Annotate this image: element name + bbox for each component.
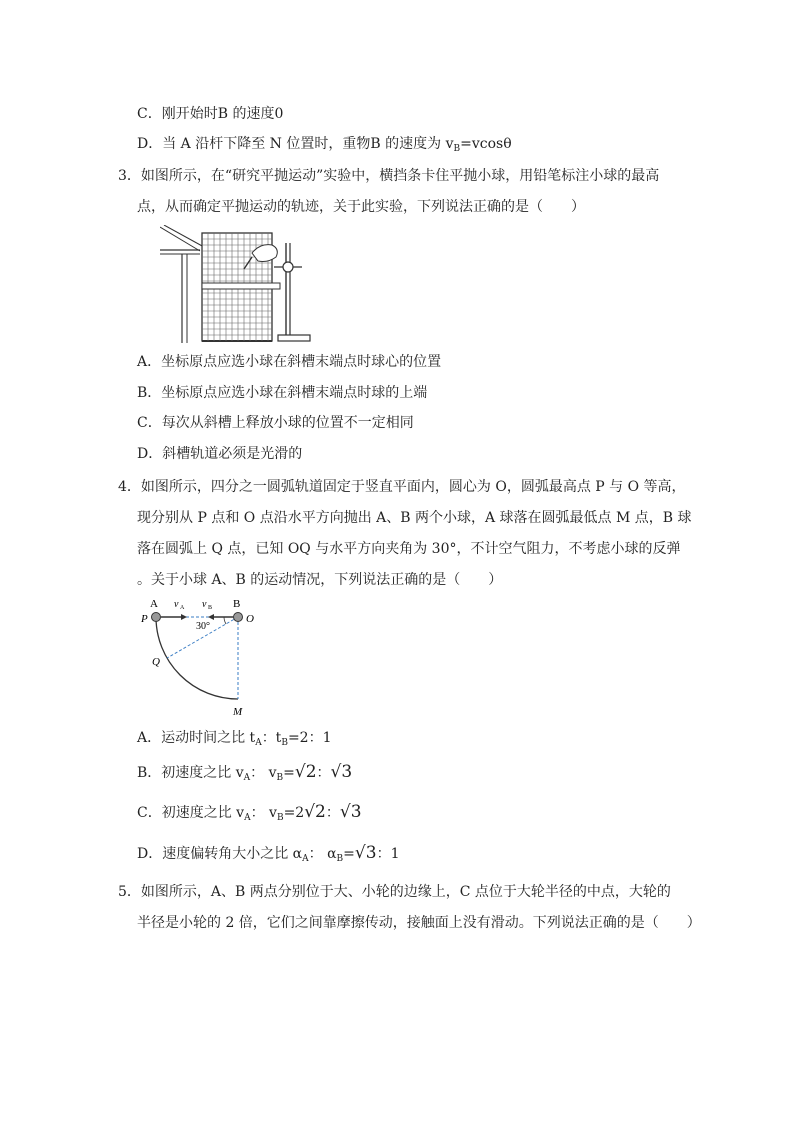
q4-option-b-sub2: B [276, 773, 284, 783]
q2-option-d-sub: B [453, 144, 461, 154]
q3-stem-line2: 点，从而确定平抛运动的轨迹，关于此实验，下列说法正确的是（ ） [137, 199, 585, 215]
q4-option-a-ratio: =2：1 [287, 730, 332, 746]
q4-stem-line3: 落在圆弧上 Q 点，已知 OQ 与水平方向夹角为 30°，不计空气阻力，不考虑小球的反弹 [137, 541, 681, 557]
q4-stem-line1: 4．如图所示，四分之一圆弧轨道固定于竖直平面内，圆心为 O，圆弧最高点 P 与 O 等高， [118, 479, 686, 495]
label-vb: v [202, 599, 207, 610]
q4-option-d-mid: ： α [308, 846, 337, 862]
label-m: M [233, 706, 243, 718]
label-o: O [246, 613, 254, 625]
q3-option-d: D．斜槽轨道必须是光滑的 [137, 446, 303, 462]
q4-option-d-root1: √3 [354, 843, 377, 863]
q4-option-b-sep: ： [316, 765, 331, 781]
label-p: P [141, 613, 148, 625]
label-va-sub: A [180, 605, 185, 611]
q4-option-c-root1: √2 [304, 802, 326, 822]
label-va: v [174, 599, 179, 610]
arrow-va [181, 614, 187, 620]
q2-option-c: C．刚开始时B 的速度0 [137, 106, 284, 122]
q4-option-c-sub2: B [276, 813, 284, 823]
q4-arc-figure [136, 594, 266, 720]
q2-option-d [137, 134, 512, 159]
label-b: B [233, 598, 241, 610]
q4-option-a-text: A．运动时间之比 t [137, 730, 256, 746]
q4-option-d-sub1: A [302, 854, 309, 864]
q4-option-b-mid: ： v [250, 765, 277, 781]
q4-option-b-root1: √2 [294, 762, 317, 782]
q4-option-d-eq: = [343, 846, 355, 862]
q3-option-a: A．坐标原点应选小球在斜槽末端点时球心的位置 [137, 354, 442, 370]
ball-a [152, 613, 161, 622]
q4-option-a-sub1: A [255, 738, 262, 748]
q4-option-b-sub1: A [243, 773, 251, 783]
q5-stem-line1: 5．如图所示，A、B 两点分别位于大、小轮的边缘上，C 点位于大轮半径的中点，大轮的 [118, 884, 671, 900]
q4-option-b-eq: = [283, 765, 295, 781]
q3-option-b: B．坐标原点应选小球在斜槽末端点时球的上端 [137, 385, 428, 401]
q4-option-d-sep: ： [376, 846, 391, 862]
q3-option-c: C．每次从斜槽上释放小球的位置不一定相同 [137, 415, 414, 431]
q4-stem-line2: 现分别从 P 点和 O 点沿水平方向抛出 A、B 两个小球，A 球落在圆弧最低点 M 点，B 球 [137, 510, 692, 526]
q4-option-c [137, 802, 362, 828]
q4-option-d-text: D．速度偏转角大小之比 α [137, 846, 303, 862]
q4-option-b-root2: √3 [330, 762, 353, 782]
q2-option-d-text: D．当 A 沿杆下降至 N 位置时，重物B 的速度为 v [137, 136, 454, 152]
q4-option-c-sub1: A [244, 813, 251, 823]
q4-option-a-mid: ：t [261, 730, 282, 746]
q4-option-a [137, 728, 332, 753]
q4-option-c-sep: ： [325, 805, 340, 821]
arrow-vb [208, 614, 214, 620]
label-vb-sub: B [208, 605, 213, 611]
q4-option-c-mid: ： v [250, 805, 277, 821]
q5-stem-line2: 半径是小轮的 2 倍，它们之间靠摩擦传动，接触面上没有滑动。下列说法正确的是（ ） [137, 915, 701, 931]
q4-option-c-eq: =2 [283, 805, 305, 821]
q4-stem-line4: 。关于小球 A、B 的运动情况，下列说法正确的是（ ） [137, 572, 503, 588]
q3-experiment-figure [160, 225, 320, 347]
q3-stem-line1: 3．如图所示，在“研究平抛运动”实验中，横挡条卡住平抛小球，用铅笔标注小球的最高 [118, 168, 660, 184]
q2-option-d-formula: =vcosθ [460, 136, 512, 152]
q4-option-d-ratio: 1 [390, 846, 400, 862]
q4-option-c-text: C．初速度之比 v [137, 805, 245, 821]
label-angle: 30° [196, 621, 210, 632]
ball-b [234, 613, 243, 622]
q4-option-b-text: B．初速度之比 v [137, 765, 244, 781]
q4-option-a-sub2: B [281, 738, 288, 748]
q4-option-b [137, 762, 352, 788]
q4-option-d [137, 843, 399, 869]
label-q: Q [152, 656, 160, 668]
q4-option-c-root2: √3 [339, 802, 362, 822]
q4-option-d-sub2: B [336, 854, 344, 864]
label-a: A [150, 598, 158, 610]
